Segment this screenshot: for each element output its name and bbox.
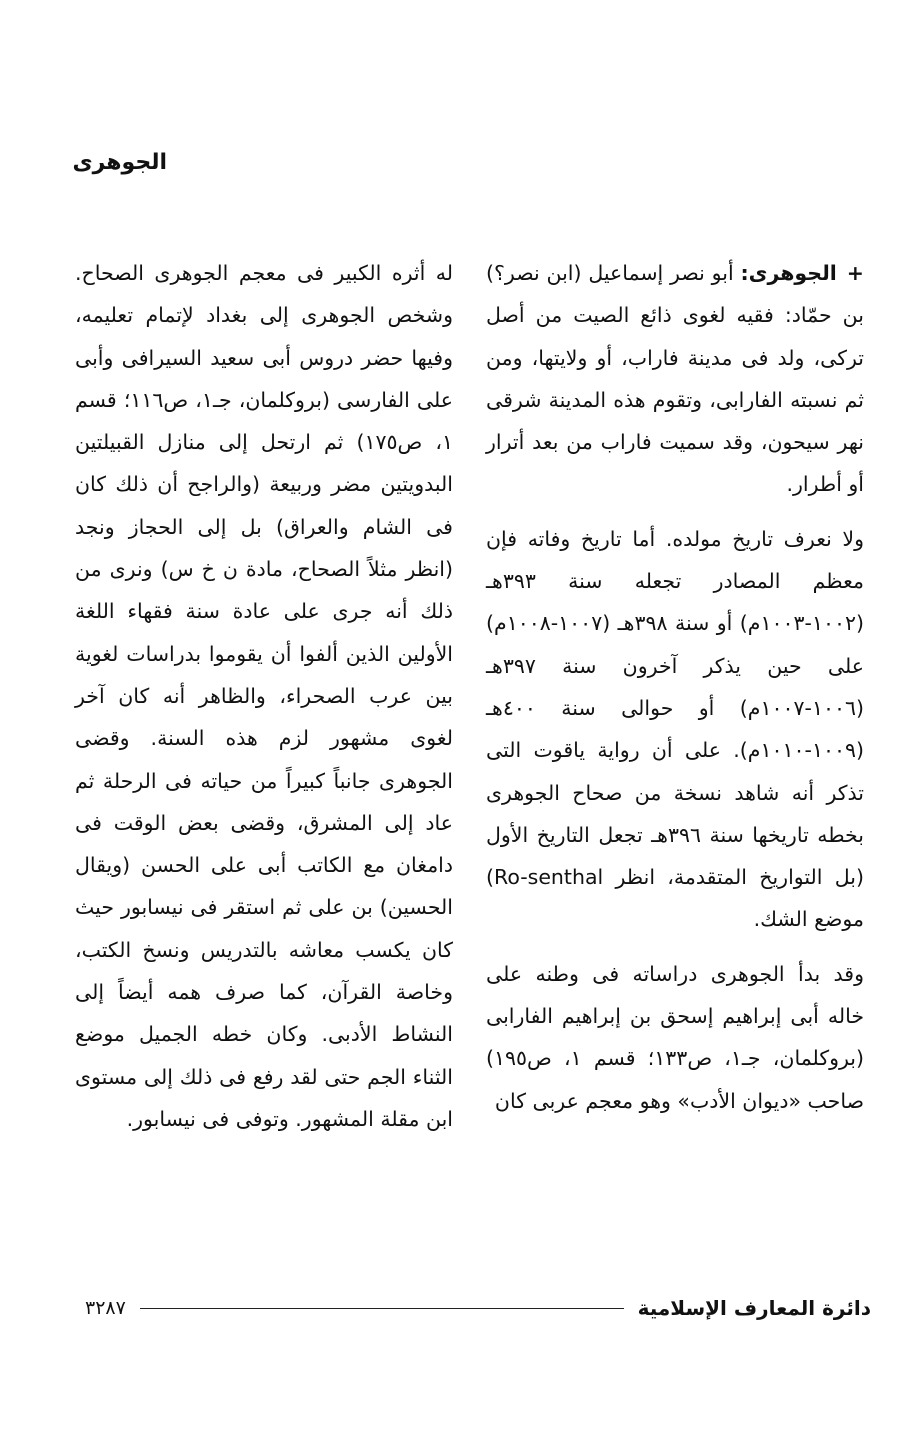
- entry-headword: الجوهرى:: [740, 261, 837, 285]
- entry-paragraph-4: له أثره الكبير فى معجم الجوهرى الصحاح. وشخص الجوهرى إلى بغداد لإتمام تعليمه، وفيها حضر دروس أبى سعيد السيرافى وأبى على الفارسى (بروكلمان، جـ١، ص١١٦؛ قسم ١، ص١٧٥) ثم ارتحل إلى منازل القبيلتين البدويتين مضر وربيعة (والراجح أن ذلك كان فى الشام والعراق) بل إلى الحجاز ونجد (انظر مثلاً الصحاح، مادة ن خ س) ونرى من ذلك أنه جرى على عادة سنة فقهاء اللغة الأولين الذين ألفوا أن يقوموا بدراسات لغوية بين عرب الصحراء، والظاهر أنه كان آخر لغوى مشهور لزم هذه السنة. وقضى الجوهرى جانباً كبيراً من حياته فى الرحلة ثم عاد إلى المشرق، وقضى بعض الوقت فى دامغان مع الكاتب أبى على الحسن (ويقال الحسين) بن على ثم استقر فى نيسابور حيث كان يكسب معاشه بالتدريس ونسخ الكتب، وخاصة القرآن، كما صرف همه أيضاً إلى النشاط الأدبى. وكان خطه الجميل موضع الثناء الجم حتى لقد رفع فى ذلك إلى مستوى ابن مقلة المشهور. وتوفى فى نيسابور.: [75, 261, 454, 1131]
- footer-divider: [140, 1308, 624, 1309]
- page-number: ٣٢٨٧: [85, 1297, 126, 1319]
- page-title: الجوهرى: [72, 150, 167, 175]
- left-column: [75, 252, 453, 1152]
- publication-title: دائرة المعارف الإسلامية: [637, 1296, 871, 1320]
- entry-paragraph-3: وقد بدأ الجوهرى دراساته فى وطنه على خاله أبى إبراهيم إسحق بن إبراهيم الفارابى (بروكلمان، جـ١، ص١٣٣؛ قسم ١، ص١٩٥) صاحب «ديوان الأدب» وهو معجم عربى كان: [486, 961, 865, 1113]
- entry-paragraph-1-text: أبو نصر إسماعيل (ابن نصر؟) بن حمّاد: فقيه لغوى ذائع الصيت من أصل تركى، ولد فى مدينة فاراب، أو ولايتها، ومن ثم نسبته الفارابى، وتقوم هذه المدينة شرقى نهر سيحون، وقد سميت فاراب من بعد أترار أو أطرار.: [486, 261, 864, 497]
- page-footer: [85, 1293, 871, 1323]
- entry-paragraph-2: ولا نعرف تاريخ مولده. أما تاريخ وفاته فإن معظم المصادر تجعله سنة ٣٩٣هـ (١٠٠٢-١٠٠٣م) أو سنة ٣٩٨هـ (١٠٠٧-١٠٠٨م) على حين يذكر آخرون سنة ٣٩٧هـ (١٠٠٦-١٠٠٧م) أو حوالى سنة ٤٠٠هـ (١٠٠٩-١٠١٠م). على أن رواية ياقوت التى تذكر أنه شاهد نسخة من صحاح الجوهرى بخطه تاريخها سنة ٣٩٦هـ تجعل التاريخ الأول (بل التواريخ المتقدمة، انظر Ro-senthal) موضع الشك.: [486, 526, 864, 932]
- entry-marker: +: [846, 261, 864, 285]
- right-column: [486, 252, 864, 1134]
- entry-paragraph-1: [486, 252, 864, 506]
